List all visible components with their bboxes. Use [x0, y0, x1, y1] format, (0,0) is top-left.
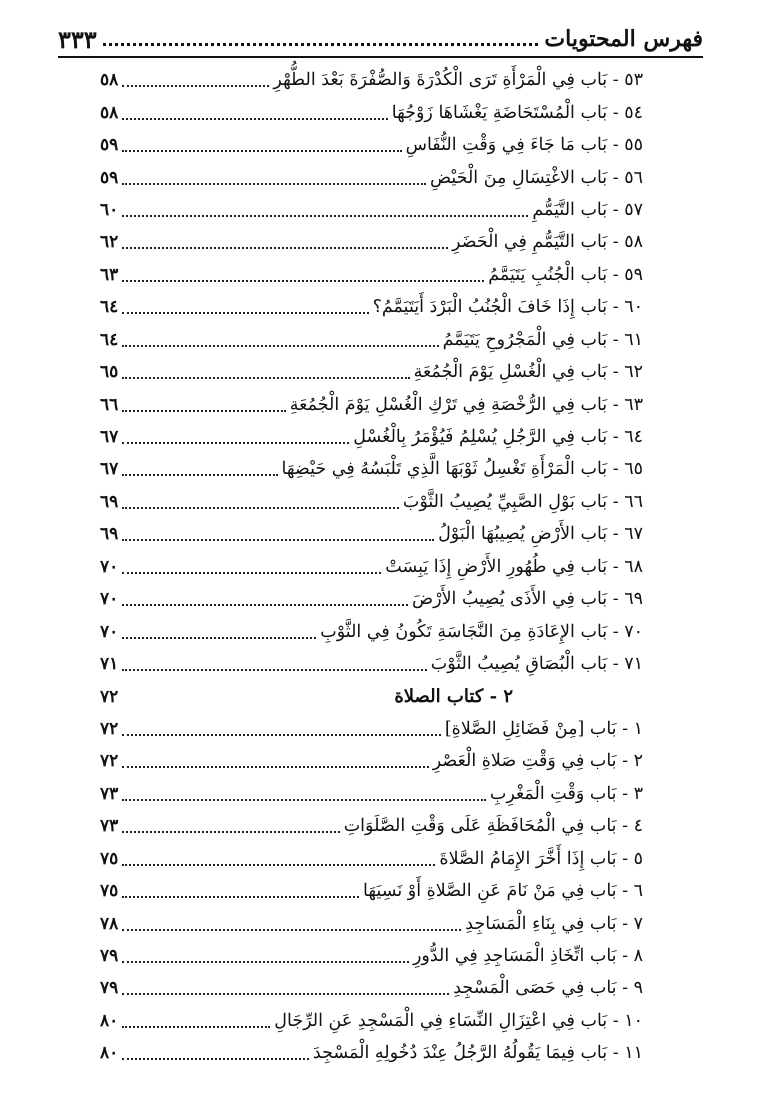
toc-leader-dots [122, 183, 426, 185]
toc-entry-page: ٥٨ [100, 70, 119, 91]
page-number: ٣٣٣ [58, 25, 97, 54]
toc-entry-title: ٥٣ - بَاب فِي الْمَرْأَةِ تَرَى الْكُدْرَةَ وَالصُّفْرَةَ بَعْدَ الطُّهْرِ [273, 70, 643, 91]
toc-entry [100, 972, 643, 1004]
toc-entry [100, 226, 643, 258]
toc-entry-page: ٥٨ [100, 102, 119, 123]
toc-entry-page: ٧٩ [100, 946, 119, 967]
toc-leader-dots [122, 1058, 309, 1060]
toc-entry [100, 129, 643, 161]
toc-entry [100, 64, 643, 96]
toc-entry [100, 875, 643, 907]
toc-entry-page: ٧٣ [100, 783, 119, 804]
toc-entry-title: ٦٦ - بَاب بَوْلِ الصَّبِيِّ يُصِيبُ الثَّوْبَ [402, 491, 643, 512]
toc-leader-dots [122, 280, 484, 282]
toc-leader-dots [122, 507, 399, 509]
toc-entry-title: ٢ - كتاب الصلاة [394, 686, 513, 708]
toc-entry-title: ٥٦ - بَاب الاغْتِسَالِ مِنَ الْحَيْضِ [429, 167, 643, 188]
toc-entry-title: ٧٠ - بَاب الإِعَادَةِ مِنَ النَّجَاسَةِ تَكُونُ فِي الثَّوْبِ [320, 621, 643, 642]
toc-leader-dots [122, 410, 286, 412]
toc-list [100, 64, 643, 1070]
toc-leader-dots [122, 377, 409, 379]
toc-entry [100, 161, 643, 193]
toc-entry-page: ٧٠ [100, 556, 119, 577]
toc-leader-dots [122, 896, 359, 898]
toc-entry-title: ٦١ - بَاب فِي الْمَجْرُوحِ يَتَيَمَّمُ [442, 329, 643, 350]
toc-entry [100, 745, 643, 777]
toc-entry [100, 518, 643, 550]
toc-entry-page: ٧٠ [100, 589, 119, 610]
toc-leader-dots [122, 961, 409, 963]
toc-leader-dots [122, 85, 269, 87]
toc-entry-title: ٥٩ - بَاب الْجُنُبِ يَتَيَمَّمُ [488, 264, 643, 285]
toc-entry-page: ٧٢ [100, 718, 119, 739]
toc-entry-page: ٧٠ [100, 621, 119, 642]
toc-entry [100, 648, 643, 680]
toc-entry [100, 810, 643, 842]
toc-entry-page: ٦٩ [100, 491, 119, 512]
toc-leader-dots [122, 637, 316, 639]
toc-entry [100, 194, 643, 226]
toc-entry [100, 453, 643, 485]
toc-entry-title: ٦٣ - بَاب فِي الرُّخْصَةِ فِي تَرْكِ الْغُسْلِ يَوْمَ الْجُمُعَةِ [289, 394, 643, 415]
toc-leader-dots [122, 993, 449, 995]
toc-leader-dots [122, 669, 426, 671]
toc-entry [100, 713, 643, 745]
toc-entry-page: ٧٢ [100, 686, 119, 707]
toc-entry [100, 96, 643, 128]
toc-entry-title: ٥٤ - بَاب الْمُسْتَحَاضَةِ يَغْشَاهَا زَوْجُهَا [391, 102, 643, 123]
toc-entry-page: ٦٤ [100, 329, 119, 350]
toc-entry-title: ١ - بَاب [مِنْ فَضَائِلِ الصَّلاةِ] [444, 718, 643, 739]
toc-entry [100, 486, 643, 518]
toc-entry-page: ٦٢ [100, 232, 119, 253]
toc-entry-page: ٦٧ [100, 459, 119, 480]
toc-entry-page: ٧٥ [100, 848, 119, 869]
toc-leader-dots [122, 766, 428, 768]
toc-entry-title: ٦٢ - بَاب فِي الْغُسْلِ يَوْمَ الْجُمُعَةِ [413, 362, 643, 383]
toc-entry [100, 259, 643, 291]
toc-leader-dots [122, 312, 368, 314]
toc-entry-page: ٧٩ [100, 978, 119, 999]
toc-leader-dots [122, 929, 461, 931]
toc-leader-dots [122, 215, 528, 217]
toc-entry-title: ٦٨ - بَاب فِي طُهُورِ الأَرْضِ إِذَا يَبِسَتْ [385, 556, 643, 577]
toc-leader-dots [122, 247, 448, 249]
toc-leader-dots [122, 345, 438, 347]
toc-entry-page: ٧٣ [100, 816, 119, 837]
toc-leader-dots [122, 831, 339, 833]
toc-leader-dots [122, 474, 277, 476]
toc-entry-title: ٨ - بَاب اتِّخَاذِ الْمَسَاجِدِ فِي الدُّورِ [412, 946, 643, 967]
toc-entry-page: ٥٩ [100, 135, 119, 156]
toc-entry [100, 583, 643, 615]
toc-entry-page: ٦٥ [100, 362, 119, 383]
header-leader-dots [103, 43, 539, 46]
toc-entry-title: ٦٤ - بَاب فِي الرَّجُلِ يُسْلِمُ فَيُؤْمَرُ بِالْغُسْلِ [353, 427, 643, 448]
toc-entry-title: ٦٧ - بَاب الأَرْضِ يُصِيبُهَا الْبَوْلُ [438, 524, 643, 545]
toc-entry [100, 615, 643, 647]
toc-entry [100, 843, 643, 875]
toc-leader-dots [122, 539, 434, 541]
toc-entry-title: ٧١ - بَاب الْبُصَاقِ يُصِيبُ الثَّوْبَ [430, 654, 643, 675]
toc-entry [100, 940, 643, 972]
toc-entry-page: ٦٣ [100, 264, 119, 285]
toc-entry [100, 778, 643, 810]
toc-leader-dots [122, 1026, 270, 1028]
toc-leader-dots [122, 118, 388, 120]
toc-entry-title: ٧ - بَاب فِي بِنَاءِ الْمَسَاجِدِ [465, 913, 643, 934]
toc-entry-title: ٦ - بَاب فِي مَنْ نَامَ عَنِ الصَّلاةِ أَوْ نَسِيَهَا [363, 881, 643, 902]
toc-entry-page: ٧٢ [100, 751, 119, 772]
toc-leader-dots [122, 799, 486, 801]
toc-entry-title: ١١ - بَاب فِيمَا يَقُولُهُ الرَّجُلُ عِنْدَ دُخُولِهِ الْمَسْجِدَ [312, 1043, 643, 1064]
toc-entry-page: ٥٩ [100, 167, 119, 188]
toc-entry [100, 388, 643, 420]
toc-entry-page: ٧٨ [100, 913, 119, 934]
toc-entry [100, 907, 643, 939]
toc-entry-page: ٨٠ [100, 1010, 119, 1031]
toc-entry-title: ٦٩ - بَاب فِي الأَذَى يُصِيبُ الأَرْضَ [411, 589, 643, 610]
toc-entry-title: ٩ - بَاب فِي حَصَى الْمَسْجِدِ [453, 978, 643, 999]
toc-leader-dots [122, 734, 441, 736]
toc-entry [100, 421, 643, 453]
toc-entry [100, 356, 643, 388]
toc-entry [100, 1037, 643, 1069]
toc-entry-title: ١٠ - بَاب فِي اعْتِزَالِ النِّسَاءِ فِي الْمَسْجِدِ عَنِ الرِّجَالِ [274, 1010, 643, 1031]
toc-entry-title: ٥ - بَاب إِذَا أَخَّرَ الإِمَامُ الصَّلاةَ [439, 848, 643, 869]
toc-entry-page: ٨٠ [100, 1043, 119, 1064]
toc-leader-dots [122, 442, 349, 444]
toc-entry-page: ٦٠ [100, 199, 119, 220]
toc-entry-page: ٦٩ [100, 524, 119, 545]
toc-leader-dots [122, 604, 408, 606]
toc-entry-title: ٦٥ - بَاب الْمَرْأَةِ تَغْسِلُ ثَوْبَهَا الَّذِي تَلْبَسُهُ فِي حَيْضِهَا [281, 459, 643, 480]
toc-entry-page: ٦٦ [100, 394, 119, 415]
toc-entry-page: ٧٥ [100, 881, 119, 902]
toc-entry-title: ٥٨ - بَاب التَّيَمُّمِ فِي الْحَضَرِ [451, 232, 643, 253]
toc-book-heading [100, 680, 643, 712]
toc-entry-page: ٦٧ [100, 427, 119, 448]
toc-entry-title: ٥٧ - بَاب التَّيَمُّمِ [532, 199, 643, 220]
toc-entry-title: ٤ - بَاب فِي الْمُحَافَظَةِ عَلَى وَقْتِ الصَّلَوَاتِ [343, 816, 643, 837]
page-title: فهرس المحتويات [544, 26, 703, 52]
toc-entry-page: ٦٤ [100, 297, 119, 318]
toc-entry [100, 291, 643, 323]
page-header [58, 20, 703, 58]
toc-leader-dots [122, 864, 435, 866]
toc-leader-dots [122, 572, 381, 574]
toc-entry [100, 1005, 643, 1037]
toc-leader-dots [122, 150, 401, 152]
toc-entry-page: ٧١ [100, 654, 119, 675]
toc-entry-title: ٢ - بَاب فِي وَقْتِ صَلاةِ الْعَصْرِ [432, 751, 643, 772]
toc-entry-title: ٥٥ - بَاب مَا جَاءَ فِي وَقْتِ النُّفَاسِ [405, 135, 643, 156]
toc-entry-title: ٦٠ - بَاب إِذَا خَافَ الْجُنُبُ الْبَرْدَ أَيَتَيَمَّمُ؟ [372, 297, 643, 318]
toc-entry [100, 551, 643, 583]
toc-entry-title: ٣ - بَاب وَقْتِ الْمَغْرِبِ [489, 783, 643, 804]
toc-entry [100, 324, 643, 356]
